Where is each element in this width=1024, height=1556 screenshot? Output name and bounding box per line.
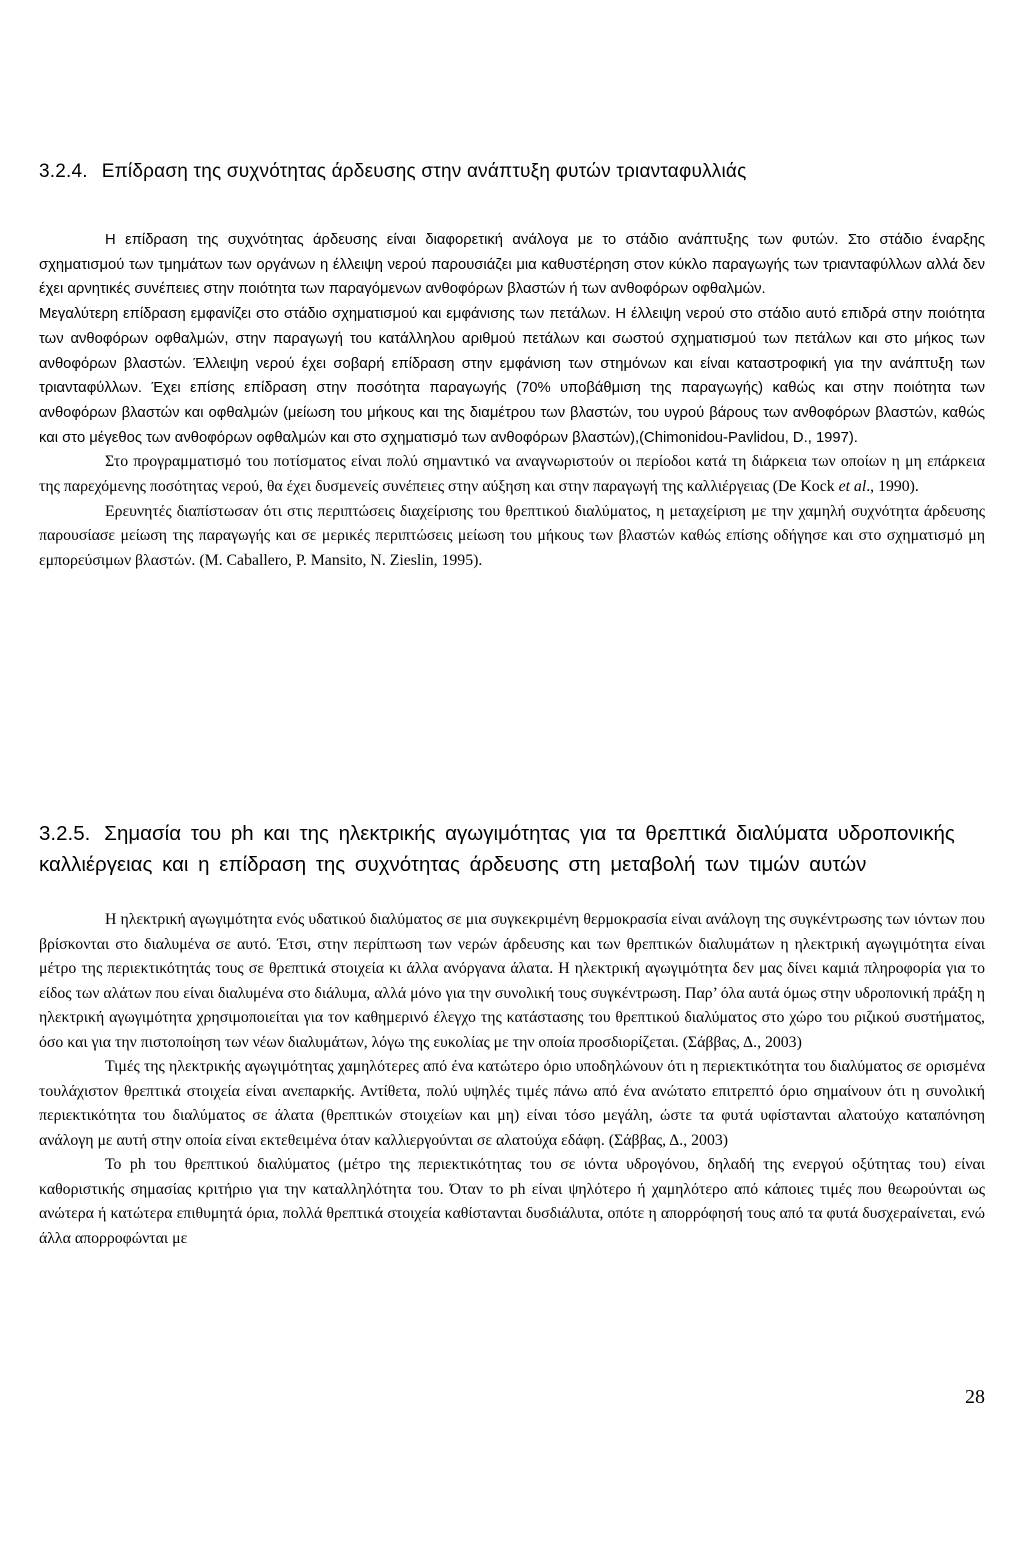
paragraph-text: Στο προγραμματισμό του ποτίσματος είναι πολύ σημαντικό να αναγνωριστούν οι περίοδοι κατά τη διάρκεια των οποίων η μη επάρκεια της παρεχόμενης ποσότητας νερού, θα έχει δυσμενείς συνέπειες στην αύξηση και στην παραγωγή της καλλιέργειας (De Kock [39,453,985,496]
paragraph: Ερευνητές διαπίστωσαν ότι στις περιπτώσεις διαχείρισης του θρεπτικού διαλύματος, η μεταχείριση με την χαμηλή συχνότητα άρδευσης παρουσίασε μείωση της παραγωγής και σε μερικές περιπτώσεις μείωση του μήκους των βλαστών καθώς επίσης οδήγησε και στο σχηματισμό μη εμπορεύσιμων βλαστών. (M. Caballero, P. Mansito, N. Zieslin, 1995). [39,502,985,570]
paragraph: Μεγαλύτερη επίδραση εμφανίζει στο στάδιο σχηματισμού και εμφάνισης των πετάλων. Η έλλειψη νερού στο στάδιο αυτό επιδρά στην ποιότητα των ανθοφόρων οφθαλμών, στην παραγωγή του κατάλληλου αριθμού πετάλων και σωστού σχηματισμού των πετάλων και στο μήκος των ανθοφόρων βλαστών. Έλλειψη νερού έχει σοβαρή επίδραση στην εμφάνιση των στημόνων και είναι καταστροφική για την ανάπτυξη των τριανταφύλλων. Έχει επίσης επίδραση στην ποσότητα παραγωγής (70% υποβάθμιση της παραγωγής) καθώς και στην ποιότητα των ανθοφόρων βλαστών και οφθαλμών (μείωση του μήκους και της διαμέτρου των βλαστών, του υγρού βάρους των ανθοφόρων βλαστών, καθώς και στο μέγεθος των ανθοφόρων οφθαλμών και στο σχηματισμό των ανθοφόρων βλαστών),(Chimonidou-Pavlidou, D., 1997). [39,306,985,446]
paragraph-text: ., 1990). [866,478,919,496]
document-page [39,0,985,1556]
paragraph: Η επίδραση της συχνότητας άρδευσης είναι διαφορετική ανάλογα με το στάδιο ανάπτυξης των φυτών. Στο στάδιο έναρξης σχηματισμού των τμημάτων των οργάνων η έλλειψη νερού παρουσιάζει μια καθυστέρηση στον κύκλο παραγωγής των τριανταφύλλων αλλά δεν έχει αρνητικές συνέπειες στην ποιότητα των παραγόμενων ανθοφόρων βλαστών ή των ανθοφόρων οφθαλμών. [39,232,985,298]
section-title: Επίδραση της συχνότητας άρδευσης στην ανάπτυξη φυτών τριανταφυλλιάς [101,161,747,182]
paragraph: Τιμές της ηλεκτρικής αγωγιμότητας χαμηλότερες από ένα κατώτερο όριο υποδηλώνουν ότι η περιεκτικότητα του διαλύματος σε ορισμένα τουλάχιστον θρεπτικά στοιχεία είναι ανεπαρκής. Αντίθετα, πολύ υψηλές τιμές πάνω από ένα ανώτατο επιτρεπτό όριο σημαίνουν ότι η συνολική περιεκτικότητα του διαλύματος σε άλατα (θρεπτικών στοιχείων και μη) είναι τόσο μεγάλη, ώστε τα φυτά υφίστανται αλατούχο καταπόνηση ανάλογη με αυτή στην οποία είναι εκτεθειμένα όταν καλλιεργούνται σε αλατούχα εδάφη. (Σάββας, Δ., 2003) [39,1058,985,1149]
section-body-3-2-4 [39,228,985,574]
page-number: 28 [965,1386,985,1408]
section-number: 3.2.5. [39,822,91,845]
section-heading-3-2-4 [39,160,985,184]
section-body-3-2-5 [39,908,985,1251]
section-heading-3-2-5 [39,818,985,880]
italic-text: et al [838,478,867,496]
section-number: 3.2.4. [39,161,88,182]
paragraph [39,450,985,499]
section-title: Σημασία του ph και της ηλεκτρικής αγωγιμότητας για τα θρεπτικά διαλύματα υδροπονικής καλλιέργειας και η επίδραση της συχνότητας άρδευσης στη μεταβολή των τιμών αυτών [39,822,955,876]
paragraph: Η ηλεκτρική αγωγιμότητα ενός υδατικού διαλύματος σε μια συγκεκριμένη θερμοκρασία είναι ανάλογη της συγκέντρωσης των ιόντων που βρίσκονται στο διαλυμένα σε αυτό. Έτσι, στην περίπτωση των νερών άρδευσης και των θρεπτικών διαλυμάτων η ηλεκτρική αγωγιμότητα είναι μέτρο της περιεκτικότητάς τους σε θρεπτικά στοιχεία κι άλλα ανόργανα άλατα. Η ηλεκτρική αγωγιμότητα δεν μας δίνει καμιά πληροφορία για το είδος των αλάτων που είναι διαλυμένα στο διάλυμα, αλλά μόνο για την συνολική τους συγκέντρωση. Παρ’ όλα αυτά όμως στην υδροπονική πράξη η ηλεκτρική αγωγιμότητα χρησιμοποιείται για τον καθημερινό έλεγχο της κατάστασης του θρεπτικού διαλύματος στο χώρο του ριζικού συστήματος, όσο και για την πιστοποίηση των νέων διαλυμάτων, λόγω της ευκολίας με την οποία προσδιορίζεται. (Σάββας, Δ., 2003) [39,911,985,1051]
paragraph: Το ph του θρεπτικού διαλύματος (μέτρο της περιεκτικότητας του σε ιόντα υδρογόνου, δηλαδή της ενεργού οξύτητας του) είναι καθοριστικής σημασίας κριτήριο για την καταλληλότητα του. Όταν το ph είναι ψηλότερο ή χαμηλότερο από κάποιες τιμές που θεωρούνται ως ανώτερα ή κατώτερα επιθυμητά όρια, πολλά θρεπτικά στοιχεία καθίστανται δυσδιάλυτα, οπότε η απορρόφησή τους από τα φυτά δυσχεραίνεται, ενώ άλλα απορροφώνται με [39,1156,985,1247]
